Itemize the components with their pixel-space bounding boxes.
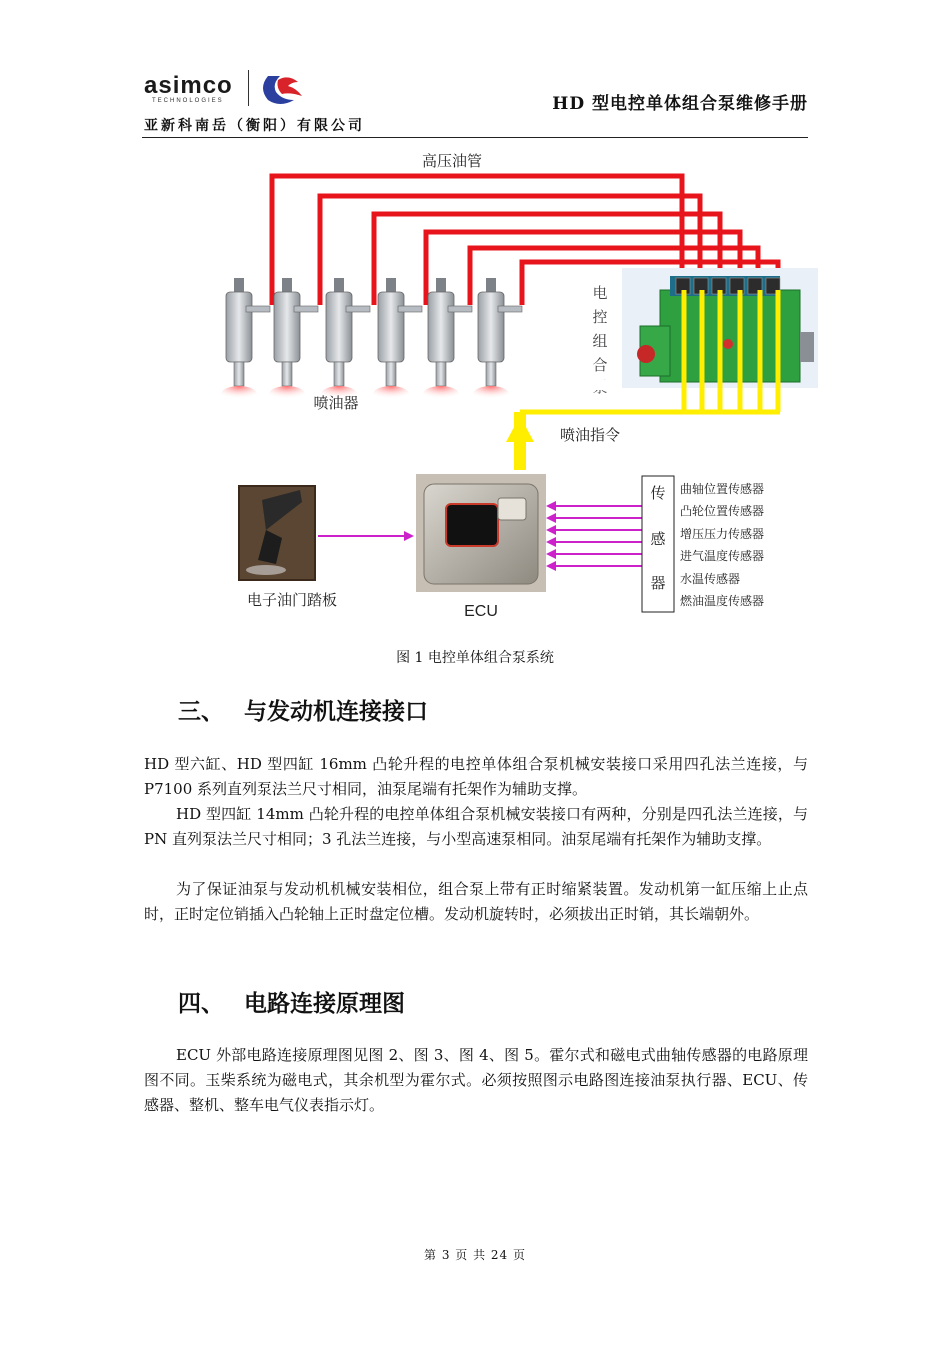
sensor-camshaft: 凸轮位置传感器 (680, 504, 765, 518)
section-4-heading (178, 985, 405, 1018)
label-high-pressure-pipe: 高压油管 (421, 152, 483, 170)
sensor-water-temperature: 水温传感器 (680, 572, 741, 586)
label-injection-command: 喷油指令 (559, 426, 621, 444)
sensor-signal-arrows (546, 501, 556, 571)
section-3-heading (178, 693, 428, 726)
command-arrow (506, 416, 534, 442)
injector-4 (373, 278, 422, 402)
company-name: 亚新科南岳（衡阳）有限公司 (144, 118, 365, 134)
sensor-boost-pressure: 增压压力传感器 (680, 527, 765, 541)
injector-3 (321, 278, 370, 402)
section-4-paragraph-1: ECU 外部电路连接原理图见图 2、图 3、图 4、图 5。霍尔式和磁电式曲轴传感器的电路原理图不同。玉柴系统为磁电式，其余机型为霍尔式。必须按照图示电路图连接油泵执行器、ECU、传感器、整机、整车电气仪表指示灯。 (144, 1046, 808, 1114)
nanyue-logo-icon (258, 70, 306, 106)
label-pump-char-4: 合 (592, 356, 608, 374)
sensor-signal-lines (556, 506, 642, 566)
logo-divider (248, 70, 249, 106)
injector-5 (423, 278, 472, 402)
pump-label-mask (586, 380, 616, 390)
sensor-intake-temperature: 进气温度传感器 (680, 549, 765, 563)
section-4-number: 四、 (178, 991, 224, 1017)
label-injector: 喷油器 (313, 394, 359, 412)
label-pump (592, 284, 607, 396)
pump-system-diagram (0, 140, 950, 640)
section-3-paragraph-1: HD 型六缸、HD 型四缸 16mm 凸轮升程的电控单体组合泵机械安装接口采用四孔法兰连接，与 P7100 系列直列泵法兰尺寸相同，油泵尾端有托架作为辅助支撑。 (144, 755, 808, 798)
label-pump-char-2: 控 (592, 308, 608, 326)
section-3-title: 与发动机连接接口 (244, 699, 428, 725)
section-4-title: 电路连接原理图 (244, 991, 405, 1017)
ecu-image (416, 474, 546, 592)
label-pump-char-3: 组 (592, 332, 608, 350)
sensor-arrow-4 (546, 537, 556, 547)
sensor-arrow-3 (546, 525, 556, 535)
sensor-fuel-temperature: 燃油温度传感器 (680, 594, 765, 608)
sensor-arrow-1 (546, 501, 556, 511)
header-rule (142, 137, 808, 138)
section-3-paragraph-2: HD 型四缸 14mm 凸轮升程的电控单体组合泵机械安装接口有两种，分别是四孔法兰连接，与 PN 直列泵法兰尺寸相同；3 孔法兰连接，与小型高速泵相同。油泵尾端有托架作为辅助支撑。 (144, 805, 808, 848)
label-sensor-char-2: 感 (650, 530, 666, 548)
label-sensor-char-3: 器 (650, 574, 666, 592)
section-3-paragraph-3: 为了保证油泵与发动机机械安装相位，组合泵上带有正时缩紧装置。发动机第一缸压缩上止点时，正时定位销插入凸轮轴上正时盘定位槽。发动机旋转时，必须拔出正时销，其长端朝外。 (144, 880, 808, 923)
label-sensor-char-1: 传 (650, 484, 666, 502)
electronic-throttle-pedal-image (238, 485, 316, 581)
sensor-arrow-6 (546, 561, 556, 571)
label-throttle-pedal: 电子油门踏板 (246, 591, 338, 609)
label-ecu: ECU (464, 603, 498, 620)
asimco-logo: asimco (144, 72, 233, 99)
document-title: HD 型电控单体组合泵维修手册 (552, 94, 808, 114)
sensor-arrow-2 (546, 513, 556, 523)
page-footer: 第 3 页 共 24 页 (424, 1248, 526, 1262)
injector-6 (473, 278, 522, 402)
pedal-signal-arrow (404, 531, 414, 541)
figure-caption: 图 1 电控单体组合泵系统 (396, 650, 554, 666)
injector-2 (269, 278, 318, 402)
section-3-number: 三、 (178, 699, 224, 725)
injector-1 (221, 278, 270, 402)
label-pump-char-1: 电 (592, 284, 608, 302)
sensor-list (680, 481, 764, 608)
sensor-crankshaft: 曲轴位置传感器 (680, 482, 765, 496)
asimco-logo-subtext: TECHNOLOGIES (152, 98, 224, 104)
sensor-arrow-5 (546, 549, 556, 559)
